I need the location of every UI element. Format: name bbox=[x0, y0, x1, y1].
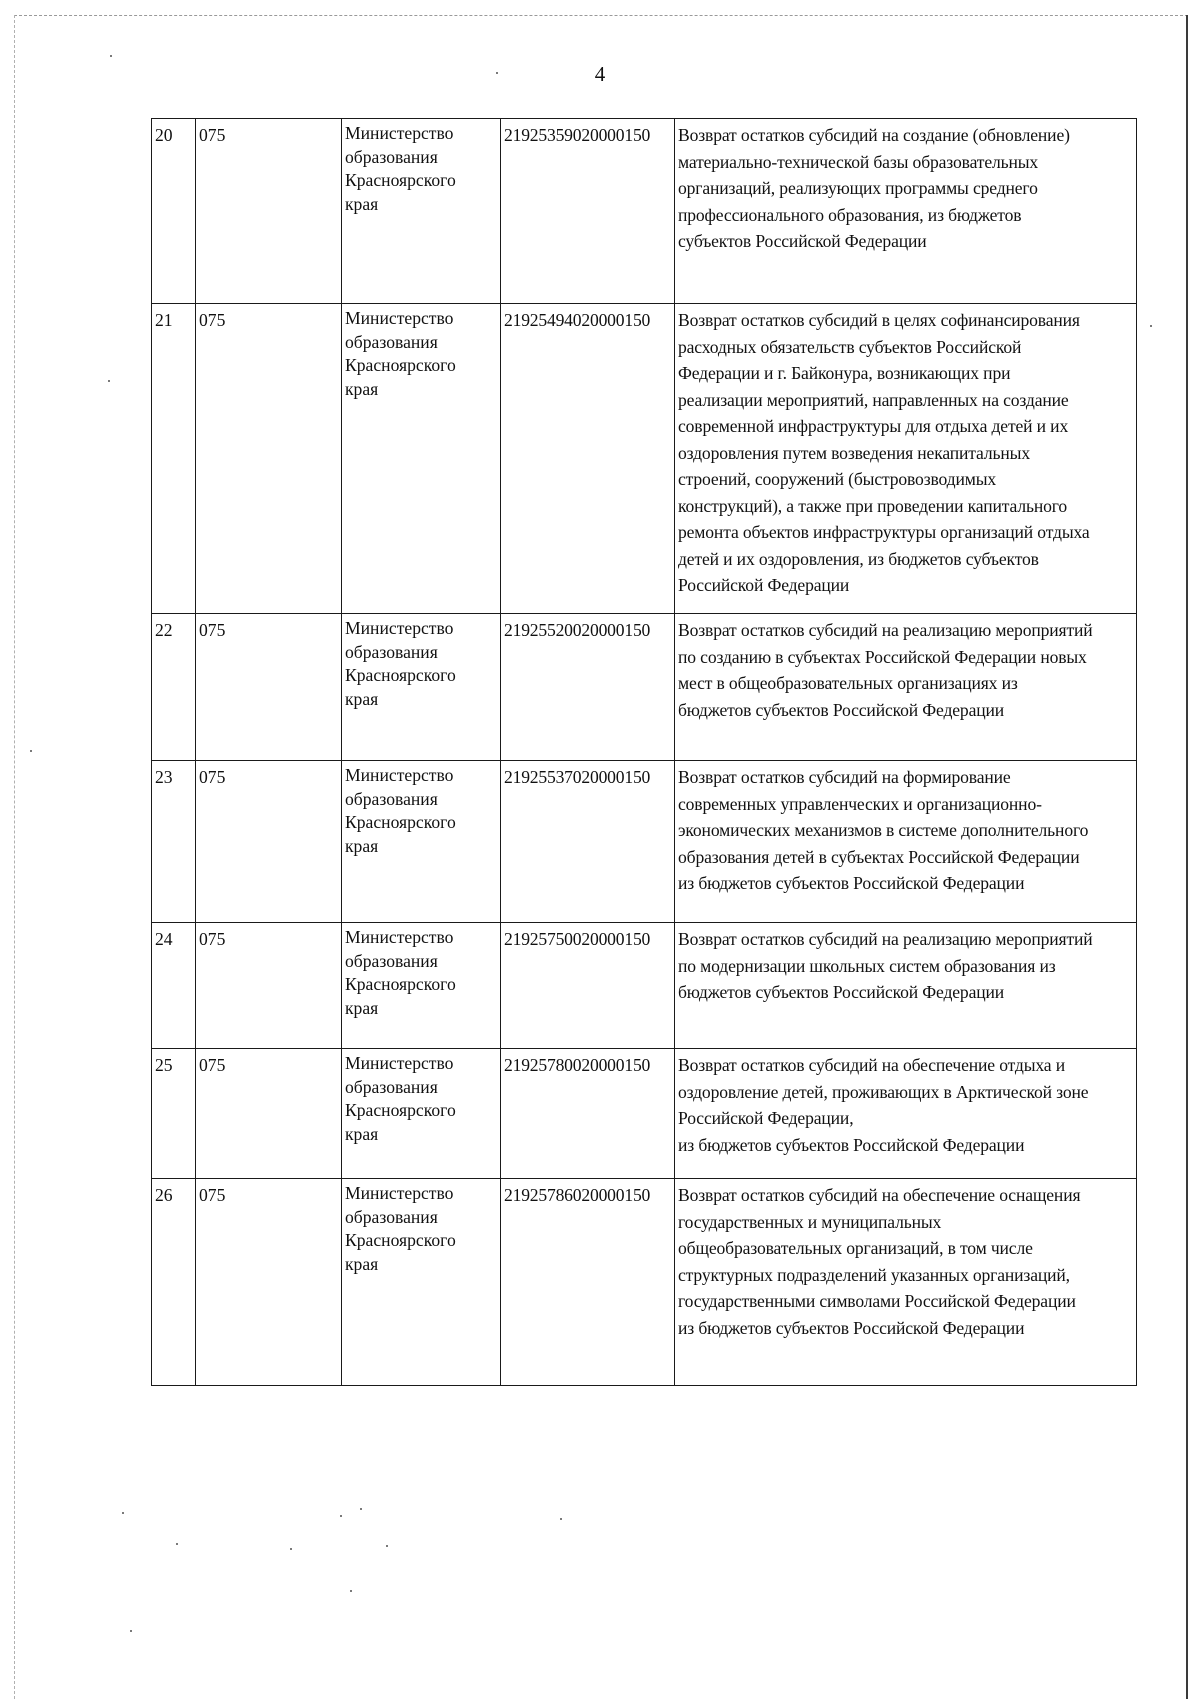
description-line: организаций, реализующих программы среднего bbox=[678, 178, 1038, 198]
scan-speck bbox=[110, 55, 112, 57]
admin-code: 075 bbox=[196, 304, 342, 614]
description-line: мест в общеобразовательных организациях из bbox=[678, 673, 1018, 693]
description-line: Возврат остатков субсидий на реализацию мероприятий bbox=[678, 929, 1093, 949]
row-number: 25 bbox=[152, 1049, 196, 1179]
org-line: края bbox=[345, 1253, 379, 1274]
budget-classification-code: 21925786020000150 bbox=[501, 1179, 675, 1386]
budget-classification-code: 21925780020000150 bbox=[501, 1049, 675, 1179]
scan-speck bbox=[108, 380, 110, 382]
scan-speck bbox=[386, 1545, 388, 1547]
org-line: края bbox=[345, 193, 379, 214]
organization-name bbox=[342, 761, 501, 923]
revenue-description bbox=[675, 1049, 1137, 1179]
row-number: 21 bbox=[152, 304, 196, 614]
scan-speck bbox=[176, 1543, 178, 1545]
description-line: по созданию в субъектах Российской Федерации новых bbox=[678, 646, 1087, 667]
table-row bbox=[152, 1179, 1137, 1386]
organization-name bbox=[342, 1179, 501, 1386]
description-line: экономических механизмов в системе дополнительного bbox=[678, 820, 1089, 840]
description-line: Возврат остатков субсидий на обеспечение отдыха и bbox=[678, 1055, 1065, 1075]
page-number: 4 bbox=[594, 62, 606, 86]
scan-speck bbox=[350, 1590, 352, 1592]
description-line: Федерации и г. Байконура, возникающих при bbox=[678, 363, 1011, 383]
row-number: 20 bbox=[152, 119, 196, 304]
description-line: образования детей в субъектах Российской Федерации bbox=[678, 846, 1080, 867]
table-row bbox=[152, 923, 1137, 1049]
description-line: строений, сооружений (быстровозводимых bbox=[678, 469, 997, 489]
revenue-description bbox=[675, 614, 1137, 761]
description-line: ремонта объектов инфраструктуры организаций отдыха bbox=[678, 522, 1090, 542]
row-number: 23 bbox=[152, 761, 196, 923]
description-line: Возврат остатков субсидий в целях софинансирования bbox=[678, 310, 1080, 330]
org-line: края bbox=[345, 688, 379, 709]
admin-code: 075 bbox=[196, 1049, 342, 1179]
organization-name bbox=[342, 119, 501, 304]
description-line: конструкций), а также при проведении капитального bbox=[678, 495, 1068, 516]
description-line: Возврат остатков субсидий на обеспечение оснащения bbox=[678, 1185, 1081, 1205]
org-line: Красноярского bbox=[345, 1100, 456, 1120]
description-line: оздоровления путем возведения некапитальных bbox=[678, 442, 1030, 463]
organization-name bbox=[342, 1049, 501, 1179]
description-line: общеобразовательных организаций, в том числе bbox=[678, 1238, 1033, 1258]
description-line: детей и их оздоровления, из бюджетов субъектов bbox=[678, 548, 1039, 569]
scan-edge-right bbox=[1186, 15, 1188, 1699]
description-line: государственных и муниципальных bbox=[678, 1211, 942, 1232]
table-row bbox=[152, 614, 1137, 761]
row-number: 22 bbox=[152, 614, 196, 761]
org-line: Красноярского bbox=[345, 1230, 456, 1250]
org-line: края bbox=[345, 835, 379, 856]
description-line: из бюджетов субъектов Российской Федерации bbox=[678, 1317, 1025, 1338]
org-line: Красноярского bbox=[345, 665, 456, 685]
description-line: бюджетов субъектов Российской Федерации bbox=[678, 982, 1005, 1002]
description-line: государственными символами Российской Федерации bbox=[678, 1291, 1076, 1311]
description-line: Российской Федерации bbox=[678, 575, 850, 595]
scan-edge-top bbox=[14, 15, 1188, 16]
description-line: современной инфраструктуры для отдыха детей и их bbox=[678, 416, 1069, 436]
table-row bbox=[152, 119, 1137, 304]
admin-code: 075 bbox=[196, 1179, 342, 1386]
org-line: Министерство bbox=[345, 1183, 454, 1203]
budget-classification-code: 21925359020000150 bbox=[501, 119, 675, 304]
description-line: структурных подразделений указанных организаций, bbox=[678, 1264, 1070, 1285]
budget-classification-code: 21925520020000150 bbox=[501, 614, 675, 761]
revenue-description bbox=[675, 119, 1137, 304]
description-line: расходных обязательств субъектов Российской bbox=[678, 336, 1022, 357]
scan-speck bbox=[496, 72, 498, 74]
description-line: профессионального образования, из бюджетов bbox=[678, 204, 1022, 225]
revenue-description bbox=[675, 304, 1137, 614]
description-line: оздоровление детей, проживающих в Арктической зоне bbox=[678, 1081, 1089, 1102]
budget-classification-code: 21925750020000150 bbox=[501, 923, 675, 1049]
description-line: из бюджетов субъектов Российской Федерации bbox=[678, 1134, 1025, 1155]
budget-classification-code: 21925537020000150 bbox=[501, 761, 675, 923]
org-line: образования bbox=[345, 788, 438, 809]
org-line: образования bbox=[345, 331, 438, 352]
admin-code: 075 bbox=[196, 923, 342, 1049]
org-line: края bbox=[345, 997, 379, 1018]
description-line: Возврат остатков субсидий на реализацию мероприятий bbox=[678, 620, 1093, 640]
org-line: Министерство bbox=[345, 618, 454, 638]
organization-name bbox=[342, 923, 501, 1049]
org-line: Министерство bbox=[345, 308, 454, 328]
admin-code: 075 bbox=[196, 119, 342, 304]
scan-speck bbox=[122, 1512, 124, 1514]
description-line: Возврат остатков субсидий на создание (обновление) bbox=[678, 125, 1070, 145]
scan-speck bbox=[130, 1630, 132, 1632]
scan-speck bbox=[290, 1548, 292, 1550]
org-line: Министерство bbox=[345, 927, 454, 947]
revenue-description bbox=[675, 923, 1137, 1049]
org-line: Министерство bbox=[345, 123, 454, 143]
org-line: Министерство bbox=[345, 1053, 454, 1073]
org-line: Красноярского bbox=[345, 170, 456, 190]
org-line: Красноярского bbox=[345, 355, 456, 375]
budget-classification-code: 21925494020000150 bbox=[501, 304, 675, 614]
admin-code: 075 bbox=[196, 614, 342, 761]
org-line: образования bbox=[345, 146, 438, 167]
org-line: образования bbox=[345, 641, 438, 662]
org-line: образования bbox=[345, 950, 438, 971]
admin-code: 075 bbox=[196, 761, 342, 923]
revenue-description bbox=[675, 1179, 1137, 1386]
org-line: края bbox=[345, 378, 379, 399]
organization-name bbox=[342, 304, 501, 614]
org-line: Красноярского bbox=[345, 812, 456, 832]
budget-codes-table bbox=[151, 118, 1137, 1386]
org-line: образования bbox=[345, 1206, 438, 1227]
org-line: образования bbox=[345, 1076, 438, 1097]
org-line: края bbox=[345, 1123, 379, 1144]
description-line: Возврат остатков субсидий на формирование bbox=[678, 767, 1011, 787]
organization-name bbox=[342, 614, 501, 761]
scan-speck bbox=[30, 750, 32, 752]
table-row bbox=[152, 761, 1137, 923]
scan-edge-left bbox=[14, 15, 15, 1699]
row-number: 24 bbox=[152, 923, 196, 1049]
org-line: Министерство bbox=[345, 765, 454, 785]
org-line: Красноярского bbox=[345, 974, 456, 994]
table-row bbox=[152, 1049, 1137, 1179]
scan-speck bbox=[340, 1515, 342, 1517]
scan-speck bbox=[360, 1508, 362, 1510]
table-row bbox=[152, 304, 1137, 614]
description-line: по модернизации школьных систем образования из bbox=[678, 955, 1056, 976]
description-line: из бюджетов субъектов Российской Федерации bbox=[678, 873, 1025, 893]
description-line: Российской Федерации, bbox=[678, 1108, 854, 1128]
description-line: современных управленческих и организационно- bbox=[678, 793, 1042, 814]
description-line: материально-технической базы образовательных bbox=[678, 151, 1039, 172]
row-number: 26 bbox=[152, 1179, 196, 1386]
revenue-description bbox=[675, 761, 1137, 923]
description-line: бюджетов субъектов Российской Федерации bbox=[678, 699, 1005, 720]
scan-speck bbox=[1150, 325, 1152, 327]
description-line: субъектов Российской Федерации bbox=[678, 231, 927, 251]
scan-speck bbox=[560, 1518, 562, 1520]
description-line: реализации мероприятий, направленных на создание bbox=[678, 389, 1069, 410]
